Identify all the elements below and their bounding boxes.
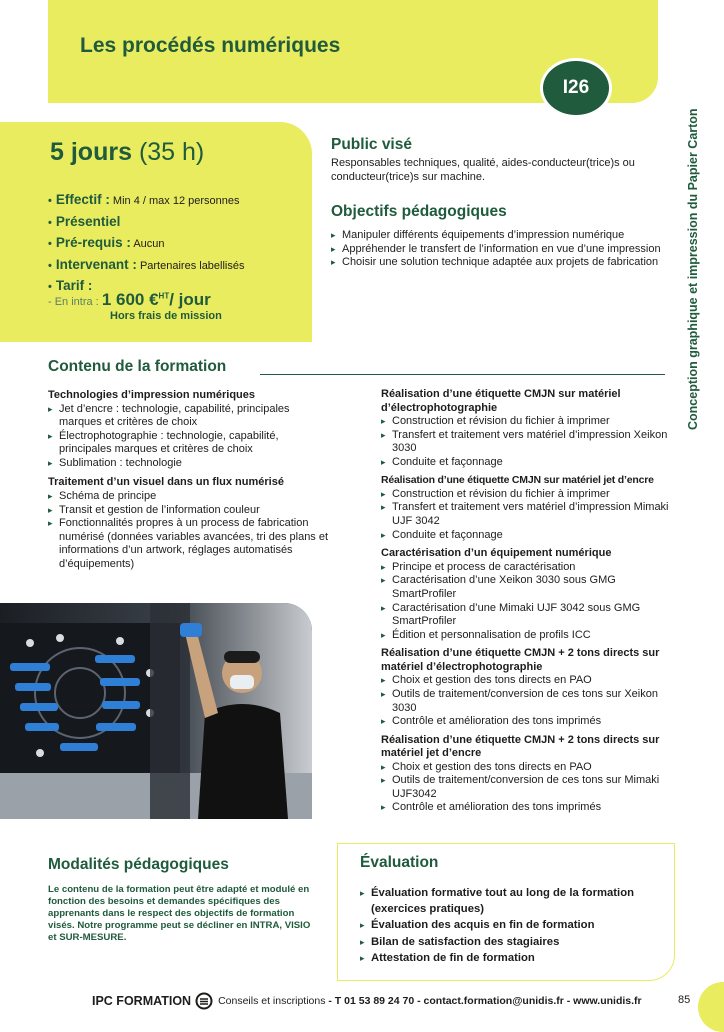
contact-line: [218, 995, 642, 1007]
summary-list: [48, 189, 310, 297]
summary-item: [48, 254, 310, 276]
list-item: ▸ Jet d’encre : technologie, capabilité, principales marques et critères de choix: [48, 403, 333, 430]
summary-item-value: Aucun: [133, 238, 165, 250]
public-text: Responsables techniques, qualité, aides-conducteur(trice)s ou conducteur(trice)s sur machine.: [331, 157, 635, 183]
list-item: ▸ Schéma de principe: [48, 490, 333, 504]
list-item: ▸ Choisir une solution technique adaptée aux projets de fabrication: [331, 256, 661, 270]
list-item: ▸ Transit et gestion de l’information couleur: [48, 504, 333, 518]
evaluation-heading: Évaluation: [360, 854, 439, 871]
summary-item-label: Intervenant :: [55, 256, 137, 272]
section-title: Réalisation d’une étiquette CMJN sur matériel d’électrophotographie: [381, 388, 621, 414]
content-divider: [260, 374, 665, 375]
footer: [92, 992, 642, 1010]
modalities-text: Le contenu de la formation peut être adapté et modulé en fonction des besoins et demandes spécifiques des apprenants dans le respect des objectifs de formation visés. Notre programme peut se décliner en INTRA, VISIO et SUR-MESURE.: [48, 884, 311, 943]
content-right-column: [381, 388, 681, 815]
section-title: Réalisation d’une étiquette CMJN sur matériel jet d’encre: [381, 474, 654, 487]
page-decoration: [698, 982, 724, 1032]
section-list: [381, 761, 681, 815]
summary-item: [48, 232, 310, 254]
list-item: ▸ Outils de traitement/conversion de ces tons sur Mimaki UJF3042: [381, 774, 681, 801]
list-item: ▸ Électrophotographie : technologie, capabilité, principales marques et critères de choix: [48, 430, 333, 457]
contact-icon: [195, 992, 213, 1010]
list-item: ▸ Caractérisation d’une Mimaki UJF 3042 sous GMG SmartProfiler: [381, 602, 681, 629]
page-title: Les procédés numériques: [80, 34, 341, 57]
summary-item-label: Pré-requis :: [55, 235, 131, 250]
contact-details: - T 01 53 89 24 70 - contact.formation@unidis.fr - www.unidis.fr: [325, 995, 642, 1007]
list-item: ▸ Principe et process de caractérisation: [381, 561, 681, 575]
content-left-column: [48, 389, 333, 572]
public-heading: Public visé: [331, 136, 412, 153]
intra-price-line: [48, 290, 211, 310]
objectives-list: [331, 229, 661, 270]
duration-days: 5 jours: [50, 138, 132, 166]
contact-label: Conseils et inscriptions: [218, 995, 326, 1007]
list-item: ▸ Évaluation formative tout au long de la formation (exercices pratiques): [360, 885, 670, 917]
section-list: [48, 490, 333, 572]
list-item: ▸ Attestation de fin de formation: [360, 950, 670, 966]
summary-item-value: Partenaires labellisés: [139, 259, 245, 272]
section-list: [381, 488, 681, 542]
summary-item-value: Min 4 / max 12 personnes: [112, 195, 240, 207]
list-item: ▸ Outils de traitement/conversion de ces tons sur Xeikon 3030: [381, 688, 681, 715]
section-title: Réalisation d’une étiquette CMJN + 2 tons directs sur matériel jet d’encre: [381, 733, 660, 760]
list-item: ▸ Transfert et traitement vers matériel d’impression Xeikon 3030: [381, 429, 681, 456]
list-item: ▸ Choix et gestion des tons directs en PAO: [381, 761, 681, 775]
section-title: Technologies d’impression numériques: [48, 389, 256, 401]
list-item: ▸ Conduite et façonnage: [381, 529, 681, 543]
objectives-heading: Objectifs pédagogiques: [331, 203, 507, 220]
summary-item-label: Effectif :: [55, 192, 110, 207]
list-item: ▸ Manipuler différents équipements d’impression numérique: [331, 229, 661, 243]
duration-hours: (35 h): [138, 138, 205, 166]
page-number: 85: [678, 994, 691, 1006]
list-item: ▸ Construction et révision du fichier à imprimer: [381, 415, 681, 429]
bullet-dot: •: [48, 216, 52, 229]
list-item: ▸ Caractérisation d’une Xeikon 3030 sous GMG SmartProfiler: [381, 574, 681, 601]
list-item: ▸ Fonctionnalités propres à un process de fabrication numérisé (données variables avancées, tri des plans et informations d’un artwork, réglages automatisés d’équipements): [48, 517, 333, 571]
section-title: Réalisation d’une étiquette CMJN + 2 tons directs sur matériel d’électrophotographie: [381, 647, 660, 673]
bullet-dot: •: [48, 195, 52, 207]
price-unit: / jour: [169, 290, 211, 309]
summary-item-label: Présentiel: [55, 213, 121, 229]
printing-machine-illustration: [0, 603, 312, 819]
list-item: ▸ Édition et personnalisation de profils ICC: [381, 629, 681, 643]
list-item: ▸ Bilan de satisfaction des stagiaires: [360, 934, 670, 950]
bullet-dot: •: [48, 238, 52, 250]
summary-item-label: Tarif :: [55, 278, 93, 293]
list-item: ▸ Conduite et façonnage: [381, 456, 681, 470]
list-item: ▸ Contrôle et amélioration des tons imprimés: [381, 801, 681, 815]
duration: [50, 138, 204, 167]
section-list: [48, 403, 333, 471]
intra-label: - En intra :: [48, 296, 99, 308]
summary-item: [48, 211, 310, 233]
section-list: [381, 674, 681, 728]
list-item: ▸ Choix et gestion des tons directs en PAO: [381, 674, 681, 688]
brand-name: IPC FORMATION: [92, 994, 192, 1008]
modalities-heading: Modalités pédagogiques: [48, 856, 229, 873]
course-code-badge: I26: [540, 58, 612, 118]
list-item: ▸ Construction et révision du fichier à imprimer: [381, 488, 681, 502]
section-title: Traitement d’un visuel dans un flux numérisé: [48, 476, 284, 489]
content-heading: Contenu de la formation: [48, 358, 227, 375]
list-item: ▸ Évaluation des acquis en fin de formation: [360, 917, 670, 933]
price: [102, 290, 211, 309]
list-item: ▸ Appréhender le transfert de l’information en vue d’une impression: [331, 243, 661, 257]
price-suffix: HT: [158, 291, 170, 301]
section-title: Caractérisation d’un équipement numérique: [381, 547, 612, 560]
evaluation-list: [360, 885, 670, 966]
fees-note: Hors frais de mission: [110, 310, 222, 322]
price-value: 1 600 €: [101, 290, 159, 309]
bullet-dot: •: [48, 281, 52, 293]
section-list: [381, 561, 681, 643]
section-list: [381, 415, 681, 469]
operator-photo: [0, 603, 312, 819]
summary-item: [48, 189, 310, 211]
side-category-label: Conception graphique et impression du Papier Carton: [686, 108, 700, 430]
list-item: ▸ Sublimation : technologie: [48, 457, 333, 471]
list-item: ▸ Transfert et traitement vers matériel d’impression Mimaki UJF 3042: [381, 501, 681, 528]
bullet-dot: •: [48, 259, 52, 272]
list-item: ▸ Contrôle et amélioration des tons imprimés: [381, 715, 681, 729]
